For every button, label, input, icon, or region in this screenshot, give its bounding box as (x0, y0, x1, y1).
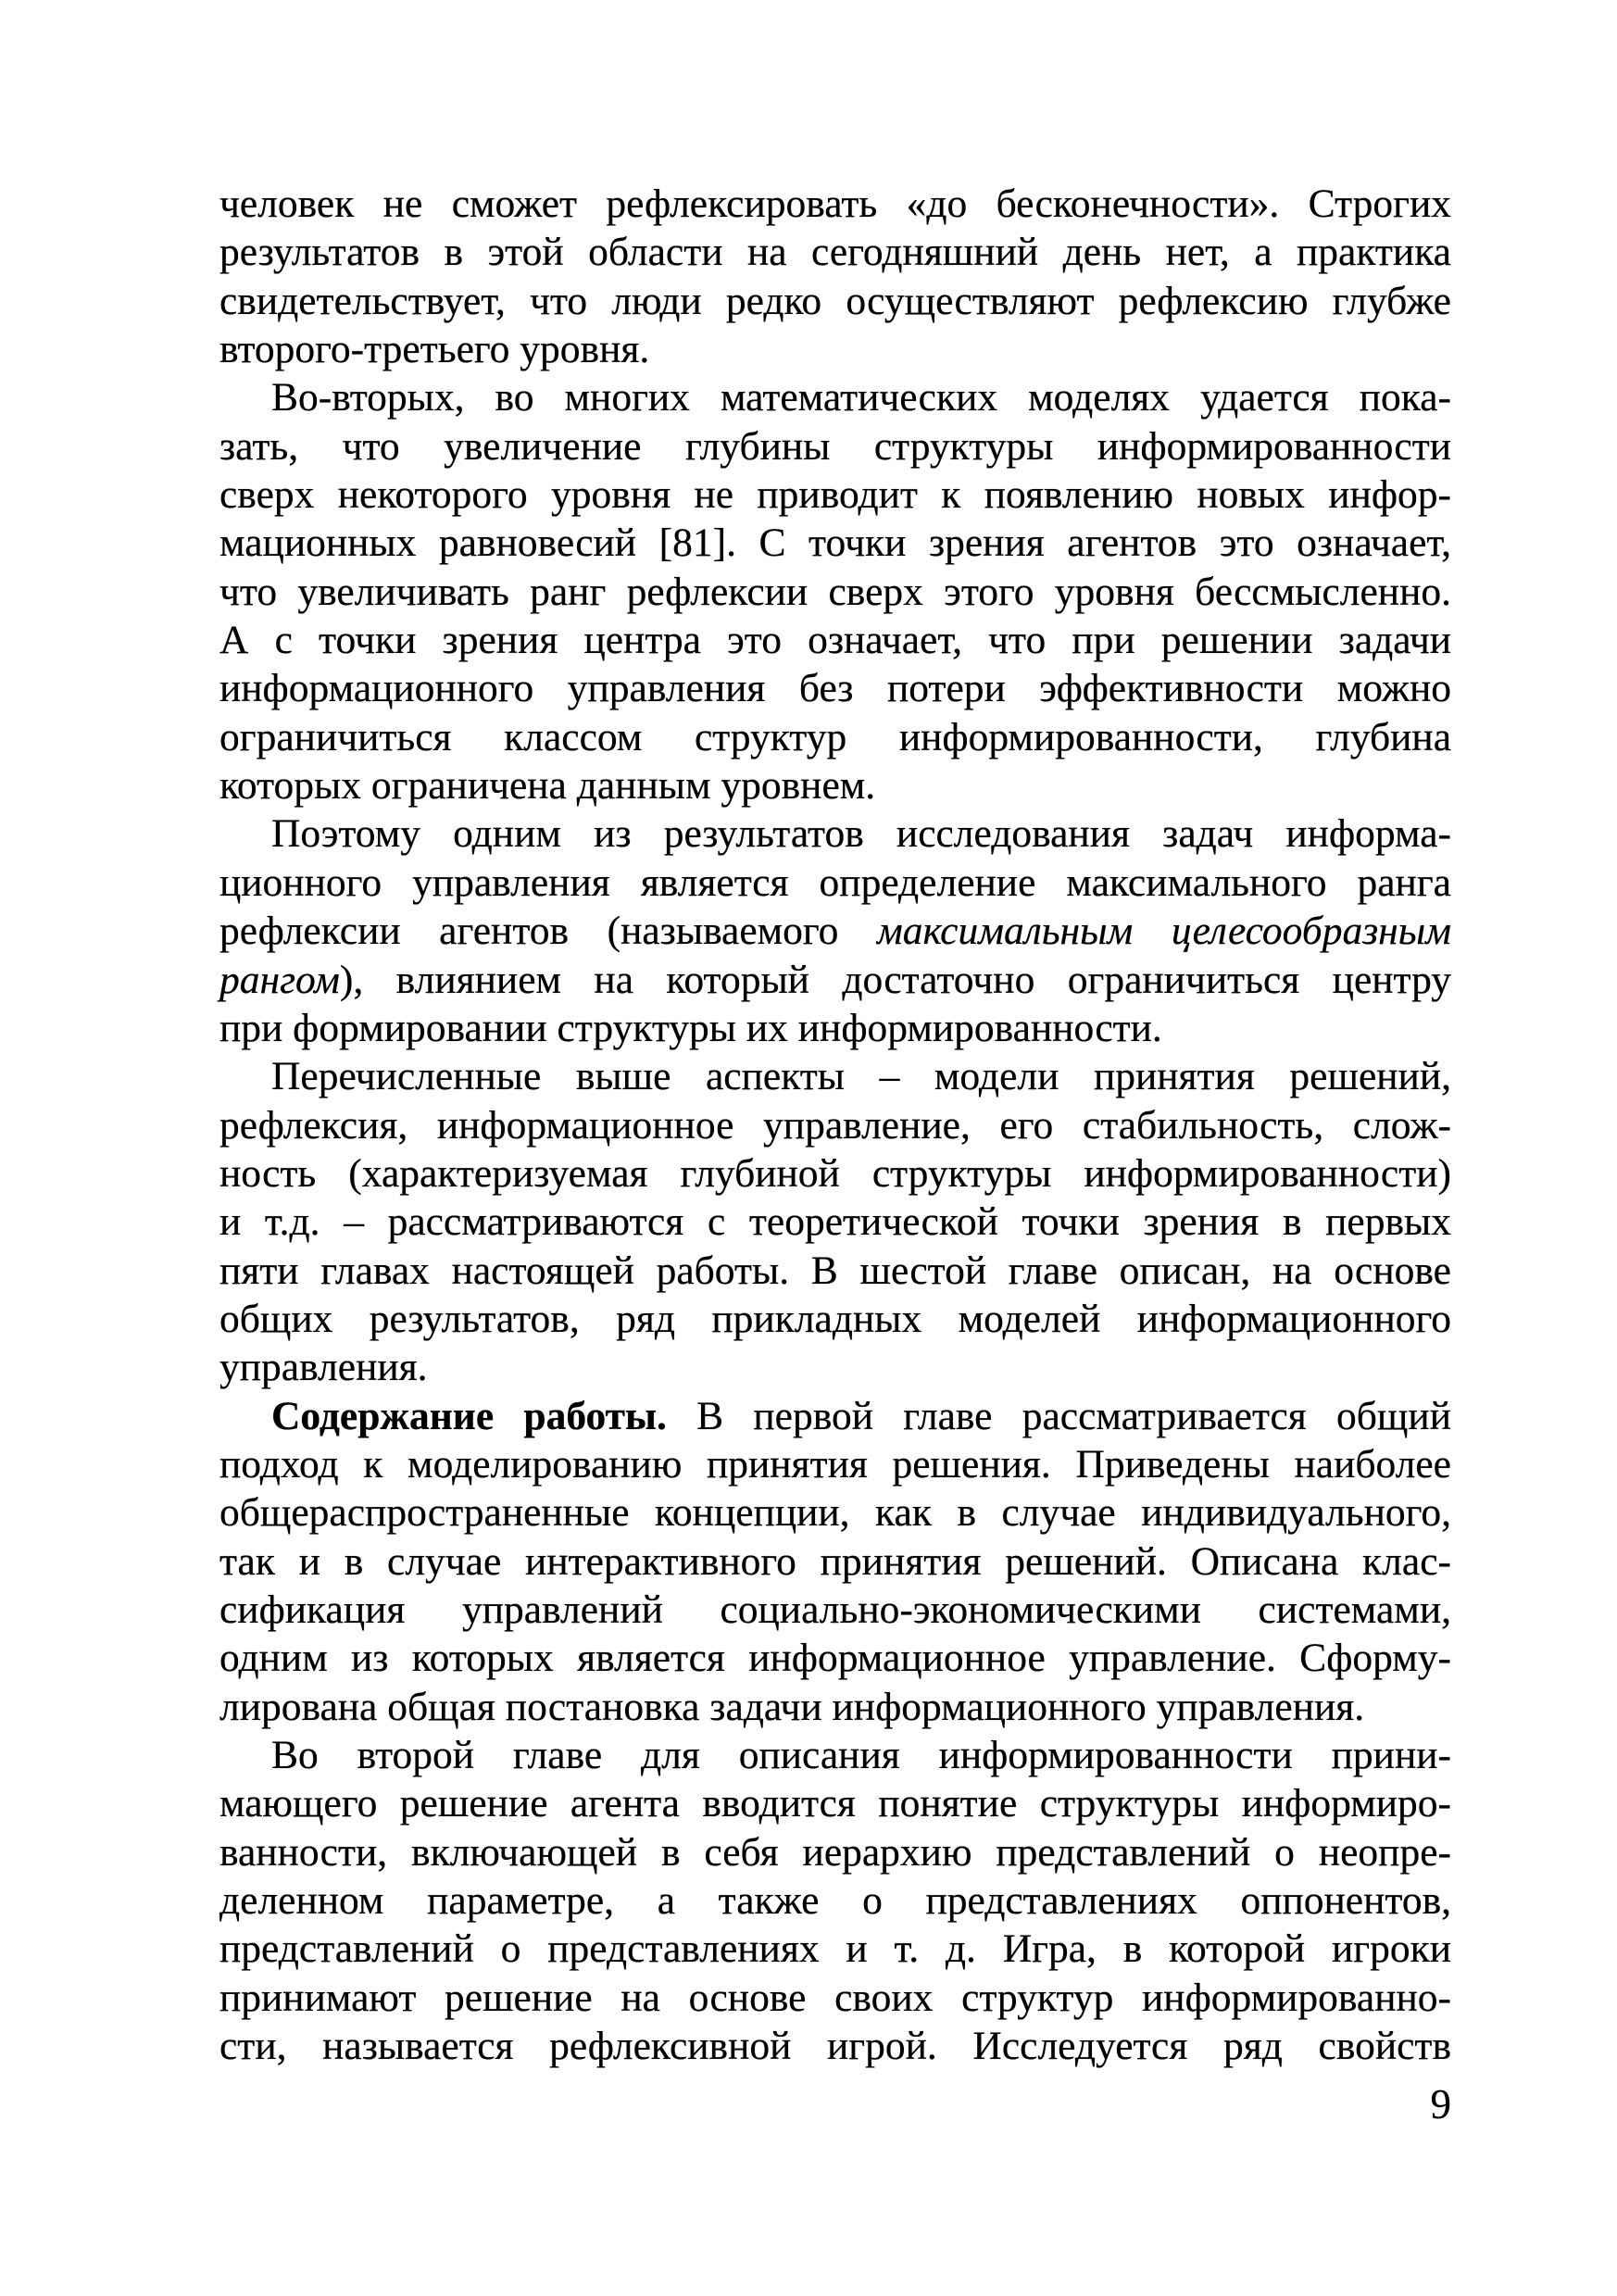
text-segment-normal: В первой главе рассматривается общий (666, 1393, 1451, 1438)
text-segment-normal: Во-вторых, во многих математических моделях удается пока- (271, 375, 1451, 420)
text-segment-italic: максимальным целесообразным (876, 909, 1451, 954)
text-segment-normal: зать, что увеличение глубины структуры информированности (219, 423, 1451, 469)
text-line (219, 2022, 1451, 2070)
text-segment-normal: одним из которых является информационное управление. Сформу- (219, 1636, 1451, 1681)
text-line (219, 956, 1451, 1004)
text-line (219, 1828, 1451, 1876)
text-segment-italic: рангом (219, 957, 340, 1002)
text-segment-normal: лирована общая постановка задачи информационного управления. (219, 1684, 1365, 1729)
text-segment-normal: второго-третьего уровня. (219, 327, 650, 372)
text-segment-normal: и т.д. – рассматриваются с теоретической точки зрения в первых (219, 1199, 1451, 1245)
text-line (219, 1537, 1451, 1586)
text-segment-normal: рефлексия, информационное управление, его стабильность, слож- (219, 1102, 1451, 1148)
text-line (219, 1101, 1451, 1149)
text-segment-normal: ванности, включающей в себя иерархию представлений о неопре- (219, 1829, 1451, 1875)
text-line (219, 1198, 1451, 1246)
text-line (219, 1731, 1451, 1779)
paragraph (219, 180, 1451, 373)
text-line (219, 664, 1451, 712)
text-line (219, 1634, 1451, 1682)
text-line (219, 1488, 1451, 1537)
text-segment-normal: сификация управлений социально-экономическими системами, (219, 1587, 1451, 1632)
text-line (219, 1974, 1451, 2022)
text-line (219, 1052, 1451, 1100)
text-line (219, 568, 1451, 616)
text-segment-normal: которых ограничена данным уровнем. (219, 763, 876, 809)
text-line (219, 519, 1451, 567)
text-line (219, 907, 1451, 955)
text-segment-normal: ), влиянием на который достаточно ограничиться центру (339, 957, 1451, 1002)
text-segment-normal: общераспространенные концепции, как в случае индивидуального, (219, 1490, 1451, 1536)
text-line (219, 713, 1451, 761)
text-line (219, 1247, 1451, 1295)
text-segment-normal: рефлексии агентов (называемого (219, 909, 877, 954)
text-segment-normal: результатов в этой области на сегодняшний день нет, а практика (219, 230, 1451, 275)
text-line (219, 859, 1451, 907)
text-line (219, 422, 1451, 470)
text-line (219, 1779, 1451, 1827)
paragraph (219, 1052, 1451, 1391)
text-segment-normal: ционного управления является определение максимального ранга (219, 859, 1451, 905)
text-segment-normal: пяти главах настоящей работы. В шестой главе описан, на основе (219, 1248, 1451, 1293)
text-line (219, 1440, 1451, 1488)
text-segment-normal: человек не сможет рефлексировать «до бесконечности». Строгих (219, 182, 1451, 226)
text-segment-normal: Поэтому одним из результатов исследования задач информа- (271, 811, 1451, 857)
text-line (219, 1876, 1451, 1925)
text-segment-bold: Содержание работы. (271, 1393, 667, 1438)
text-segment-normal: ность (характеризуемая глубиной структуры информированности) (219, 1150, 1451, 1196)
text-segment-normal: свидетельствует, что люди редко осуществляют рефлексию глубже (219, 278, 1451, 323)
text-line (219, 616, 1451, 664)
text-line (219, 1586, 1451, 1634)
text-line (219, 1925, 1451, 1973)
text-segment-normal: при формировании структуры их информированности. (219, 1005, 1162, 1050)
text-segment-normal: мационных равновесий [81]. С точки зрения агентов это означает, (219, 521, 1451, 566)
paragraph (219, 1392, 1451, 1731)
text-line (219, 809, 1451, 858)
text-line (219, 277, 1451, 325)
paragraph (219, 373, 1451, 809)
text-line (219, 1004, 1451, 1052)
text-block (219, 180, 1451, 2070)
text-line (219, 470, 1451, 519)
text-line (219, 761, 1451, 809)
text-line (219, 1149, 1451, 1198)
paragraph (219, 809, 1451, 1052)
text-segment-normal: А с точки зрения центра это означает, что при решении задачи (219, 618, 1451, 663)
text-segment-normal: что увеличивать ранг рефлексии сверх этого уровня бессмысленно. (219, 569, 1451, 614)
text-line (219, 228, 1451, 276)
text-segment-normal: Во второй главе для описания информированности прини- (271, 1733, 1451, 1777)
text-segment-normal: мающего решение агента вводится понятие структуры информиро- (219, 1781, 1451, 1826)
paragraph (219, 1731, 1451, 2070)
text-segment-normal: представлений о представлениях и т. д. Игра, в которой игроки (219, 1926, 1451, 1972)
text-segment-normal: Перечисленные выше аспекты – модели принятия решений, (271, 1054, 1451, 1099)
text-segment-normal: информационного управления без потери эффективности можно (219, 666, 1451, 711)
text-line (219, 1683, 1451, 1731)
text-line (219, 1343, 1451, 1391)
text-line (219, 373, 1451, 421)
text-segment-normal: принимают решение на основе своих структур информированно- (219, 1975, 1451, 2020)
page-number: 9 (1430, 2081, 1451, 2127)
text-segment-normal: управления. (219, 1345, 428, 1390)
text-segment-normal: так и в случае интерактивного принятия решений. Описана клас- (219, 1538, 1451, 1584)
text-line (219, 1295, 1451, 1343)
text-segment-normal: сти, называется рефлексивной игрой. Исследуется ряд свойств (219, 2024, 1451, 2069)
text-segment-normal: деленном параметре, а также о представлениях оппонентов, (219, 1878, 1451, 1924)
text-segment-normal: общих результатов, ряд прикладных моделей информационного (219, 1296, 1451, 1341)
text-line (219, 180, 1451, 228)
text-segment-normal: ограничиться классом структур информированности, глубина (219, 714, 1451, 759)
text-line (219, 1392, 1451, 1440)
text-segment-normal: подход к моделированию принятия решения. Приведены наиболее (219, 1441, 1451, 1487)
text-segment-normal: сверх некоторого уровня не приводит к появлению новых инфор- (219, 472, 1451, 518)
text-line (219, 325, 1451, 373)
